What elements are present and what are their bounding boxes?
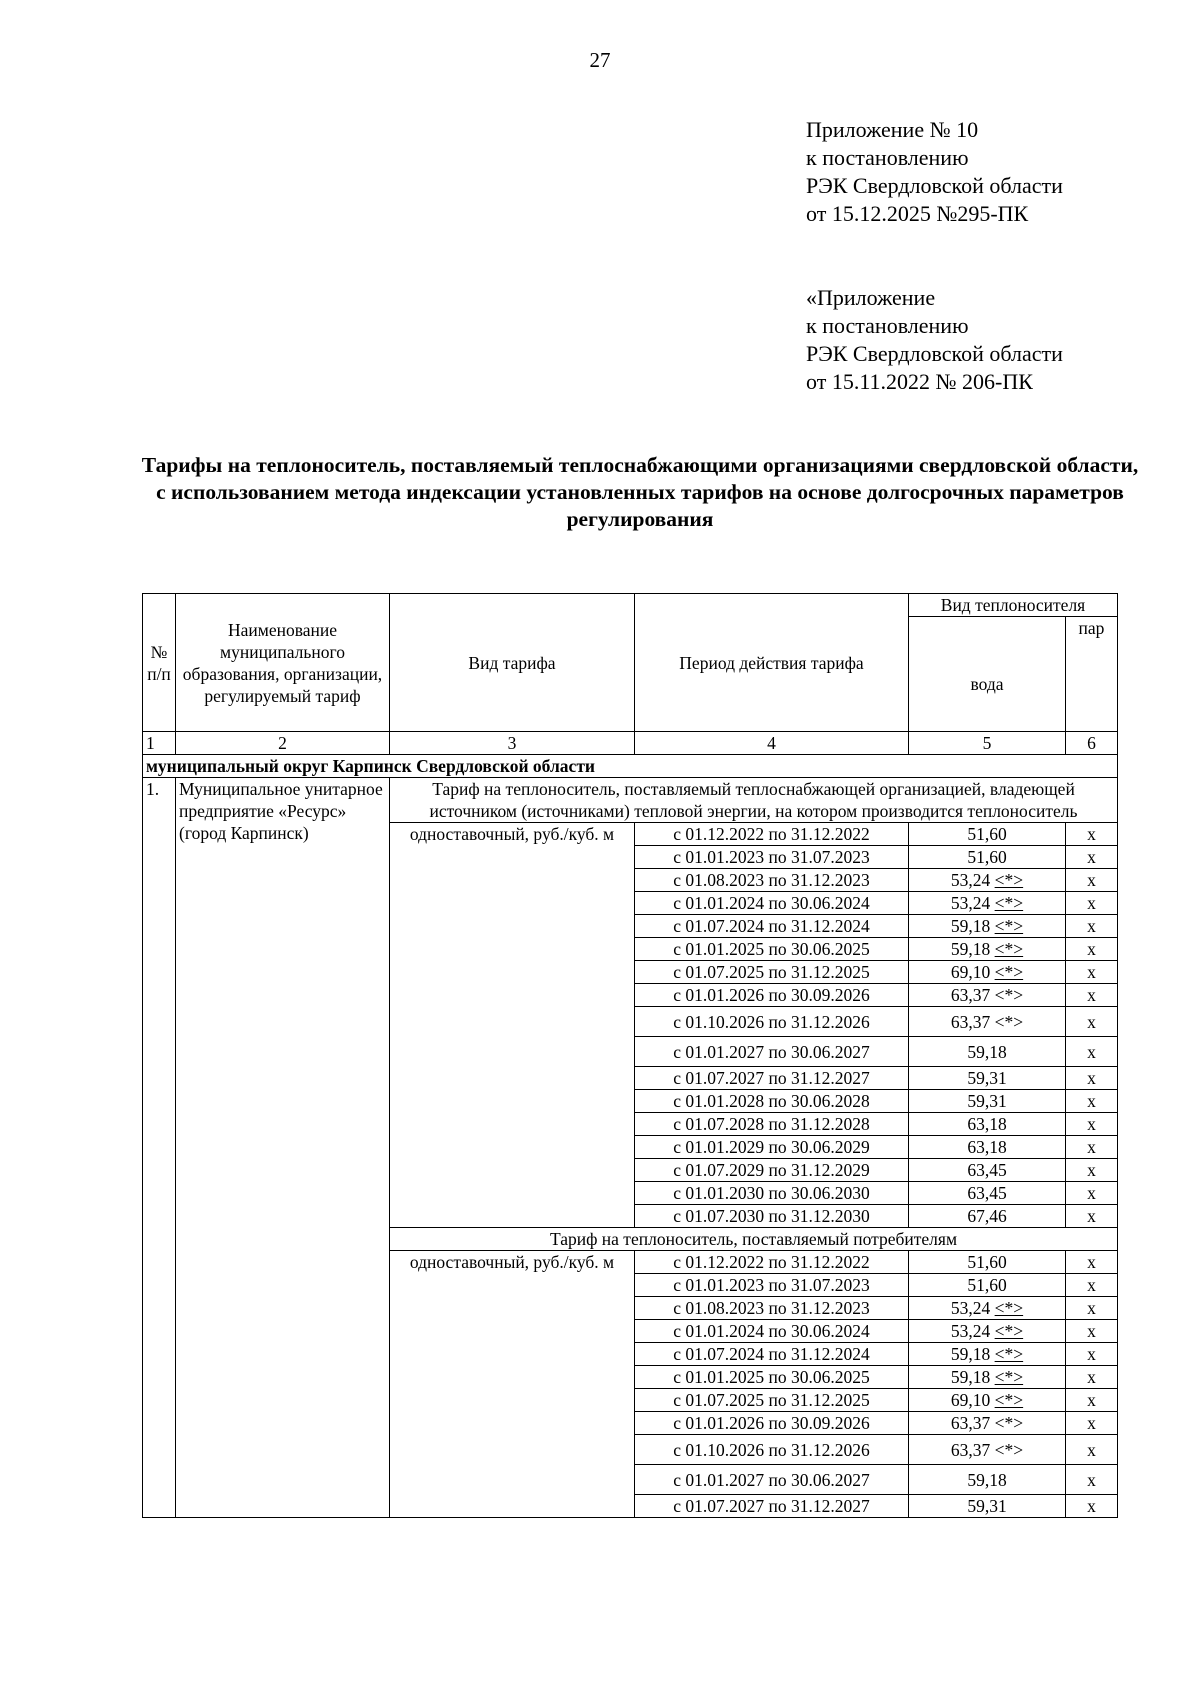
column-number: 2 [176, 732, 390, 755]
water-tariff-cell [909, 1037, 1066, 1067]
water-tariff-value: 59,18 [967, 1041, 1007, 1062]
steam-tariff-value: х [1066, 1465, 1118, 1495]
steam-tariff-value: х [1066, 1136, 1118, 1159]
steam-tariff-value: х [1066, 846, 1118, 869]
water-tariff-value: 63,18 [967, 1137, 1007, 1157]
steam-tariff-value: х [1066, 915, 1118, 938]
water-tariff-cell [909, 1274, 1066, 1297]
tariff-period: с 01.01.2029 по 30.06.2029 [635, 1136, 909, 1159]
water-tariff-value: 63,18 [967, 1114, 1007, 1134]
water-tariff-value: 59,31 [967, 1091, 1007, 1111]
water-tariff-cell [909, 961, 1066, 984]
steam-tariff-value: х [1066, 1495, 1118, 1518]
tariff-period: с 01.07.2029 по 31.12.2029 [635, 1159, 909, 1182]
water-tariff-cell [909, 1067, 1066, 1090]
steam-tariff-value: х [1066, 1067, 1118, 1090]
tariff-period: с 01.10.2026 по 31.12.2026 [635, 1007, 909, 1037]
footnote-link[interactable]: <*> [994, 916, 1024, 936]
footnote-link[interactable]: <*> [994, 870, 1024, 890]
tariff-period: с 01.07.2024 по 31.12.2024 [635, 915, 909, 938]
steam-tariff-value: х [1066, 1037, 1118, 1067]
tariff-period: с 01.07.2028 по 31.12.2028 [635, 1113, 909, 1136]
tariff-period: с 01.07.2027 по 31.12.2027 [635, 1495, 909, 1518]
water-tariff-value: 59,18 [967, 1469, 1007, 1490]
appendix-line: к постановлению [806, 313, 969, 338]
section-title: Тариф на теплоноситель, поставляемый теплоснабжающей организацией, владеющей источником (источниками) тепловой энергии, на котором производится теплоноситель [390, 778, 1118, 823]
appendix-line: РЭК Свердловской области [806, 173, 1063, 198]
water-tariff-cell [909, 1465, 1066, 1495]
tariff-period: с 01.08.2023 по 31.12.2023 [635, 1297, 909, 1320]
org-name: Муниципальное унитарное предприятие «Ресурс» (город Карпинск) [176, 778, 390, 1518]
region-row [143, 755, 1118, 778]
steam-tariff-value: х [1066, 1366, 1118, 1389]
tariff-period: с 01.01.2030 по 30.06.2030 [635, 1182, 909, 1205]
tariff-period: с 01.07.2030 по 31.12.2030 [635, 1205, 909, 1228]
appendix-header [806, 116, 1063, 228]
water-tariff-cell [909, 1182, 1066, 1205]
water-tariff-cell [909, 1113, 1066, 1136]
org-number: 1. [143, 778, 176, 1518]
appendix-line: «Приложение [806, 285, 936, 310]
footnote-link[interactable]: <*> [994, 893, 1024, 913]
water-tariff-value: 63,37 [950, 1413, 991, 1433]
water-tariff-value: 59,18 [950, 1367, 991, 1387]
section-title-row [143, 778, 1118, 823]
footnote-link[interactable]: <*> [994, 939, 1024, 959]
page-number: 27 [589, 48, 611, 72]
water-tariff-cell [909, 984, 1066, 1007]
tariff-period: с 01.07.2025 по 31.12.2025 [635, 1389, 909, 1412]
water-tariff-value: 59,18 [950, 1344, 991, 1364]
header-name: Наименование муниципального образования, организации, регулируемый тариф [176, 594, 390, 732]
steam-tariff-value: х [1066, 892, 1118, 915]
water-tariff-value: 67,46 [967, 1206, 1007, 1226]
tariff-period: с 01.10.2026 по 31.12.2026 [635, 1435, 909, 1465]
tariff-period: с 01.01.2027 по 30.06.2027 [635, 1037, 909, 1067]
tariff-period: с 01.07.2025 по 31.12.2025 [635, 961, 909, 984]
water-tariff-value: 59,18 [950, 939, 991, 959]
tariff-period: с 01.07.2024 по 31.12.2024 [635, 1343, 909, 1366]
water-tariff-cell [909, 823, 1066, 846]
steam-tariff-value: х [1066, 1274, 1118, 1297]
steam-tariff-value: х [1066, 1159, 1118, 1182]
water-tariff-value: 59,31 [967, 1496, 1007, 1516]
tariff-period: с 01.01.2023 по 31.07.2023 [635, 846, 909, 869]
header-row [143, 594, 1118, 617]
tariff-type: одноставочный, руб./куб. м [390, 1251, 635, 1518]
water-tariff-value: 53,24 [950, 1298, 991, 1318]
water-tariff-value: 63,37 [950, 985, 991, 1005]
header-water: вода [909, 617, 1066, 732]
water-tariff-cell [909, 1136, 1066, 1159]
steam-tariff-value: х [1066, 961, 1118, 984]
water-tariff-cell [909, 1320, 1066, 1343]
water-tariff-cell [909, 1412, 1066, 1435]
water-tariff-value: 63,37 [950, 1439, 991, 1460]
water-tariff-value: 63,45 [967, 1160, 1007, 1180]
appendix-line: РЭК Свердловской области [806, 341, 1063, 366]
steam-tariff-value: х [1066, 1320, 1118, 1343]
water-tariff-cell [909, 1205, 1066, 1228]
steam-tariff-value: х [1066, 938, 1118, 961]
tariff-period: с 01.08.2023 по 31.12.2023 [635, 869, 909, 892]
water-tariff-value: 53,24 [950, 1321, 991, 1341]
header-carrier: Вид теплоносителя [909, 594, 1118, 617]
water-tariff-cell [909, 846, 1066, 869]
appendix-line: к постановлению [806, 145, 969, 170]
tariff-period: с 01.01.2023 по 31.07.2023 [635, 1274, 909, 1297]
steam-tariff-value: х [1066, 823, 1118, 846]
water-tariff-cell [909, 938, 1066, 961]
water-tariff-value: 59,18 [950, 916, 991, 936]
column-numbers-row [143, 732, 1118, 755]
water-tariff-cell [909, 1495, 1066, 1518]
tariff-period: с 01.01.2025 по 30.06.2025 [635, 1366, 909, 1389]
footnote-link: <*> [994, 1439, 1024, 1460]
header-tariff-type: Вид тарифа [390, 594, 635, 732]
header-num: № п/п [143, 594, 176, 732]
water-tariff-cell [909, 1366, 1066, 1389]
water-tariff-cell [909, 892, 1066, 915]
tariff-period: с 01.01.2025 по 30.06.2025 [635, 938, 909, 961]
water-tariff-cell [909, 1435, 1066, 1465]
steam-tariff-value: х [1066, 1297, 1118, 1320]
water-tariff-cell [909, 1297, 1066, 1320]
tariff-period: с 01.01.2028 по 30.06.2028 [635, 1090, 909, 1113]
tariff-period: с 01.07.2027 по 31.12.2027 [635, 1067, 909, 1090]
footnote-link: <*> [994, 985, 1024, 1005]
steam-tariff-value: х [1066, 1090, 1118, 1113]
column-number: 4 [635, 732, 909, 755]
footnote-link[interactable]: <*> [994, 1390, 1024, 1410]
tariff-period: с 01.01.2026 по 30.09.2026 [635, 984, 909, 1007]
tariff-type: одноставочный, руб./куб. м [390, 823, 635, 1228]
region-name: муниципальный округ Карпинск Свердловской области [143, 755, 1118, 778]
footnote-link[interactable]: <*> [994, 962, 1024, 982]
water-tariff-value: 51,60 [967, 847, 1007, 867]
steam-tariff-value: х [1066, 1113, 1118, 1136]
water-tariff-value: 51,60 [967, 1275, 1007, 1295]
steam-tariff-value: х [1066, 1343, 1118, 1366]
steam-tariff-value: х [1066, 1205, 1118, 1228]
original-appendix-header [806, 284, 1063, 396]
column-number: 3 [390, 732, 635, 755]
steam-tariff-value: х [1066, 984, 1118, 1007]
appendix-line: Приложение № 10 [806, 117, 979, 142]
section-title: Тариф на теплоноситель, поставляемый потребителям [390, 1228, 1118, 1251]
steam-tariff-value: х [1066, 1007, 1118, 1037]
column-number: 6 [1066, 732, 1118, 755]
footnote-link: <*> [994, 1413, 1024, 1433]
footnote-link[interactable]: <*> [994, 1367, 1024, 1387]
water-tariff-cell [909, 1007, 1066, 1037]
water-tariff-value: 53,24 [950, 893, 991, 913]
water-tariff-cell [909, 1159, 1066, 1182]
steam-tariff-value: х [1066, 1435, 1118, 1465]
footnote-link[interactable]: <*> [994, 1344, 1024, 1364]
water-tariff-cell [909, 1090, 1066, 1113]
water-tariff-value: 69,10 [950, 962, 991, 982]
column-number: 1 [143, 732, 176, 755]
water-tariff-value: 51,60 [967, 824, 1007, 844]
water-tariff-value: 51,60 [967, 1252, 1007, 1272]
steam-tariff-value: х [1066, 869, 1118, 892]
water-tariff-cell [909, 1343, 1066, 1366]
water-tariff-value: 69,10 [950, 1390, 991, 1410]
appendix-line: от 15.12.2025 №295-ПК [806, 201, 1029, 226]
water-tariff-value: 63,37 [950, 1011, 991, 1032]
column-number: 5 [909, 732, 1066, 755]
tariff-period: с 01.01.2024 по 30.06.2024 [635, 1320, 909, 1343]
footnote-link: <*> [994, 1011, 1024, 1032]
tariff-period: с 01.01.2024 по 30.06.2024 [635, 892, 909, 915]
water-tariff-value: 53,24 [950, 870, 991, 890]
water-tariff-value: 59,31 [967, 1068, 1007, 1088]
footnote-link[interactable]: <*> [994, 1298, 1024, 1318]
steam-tariff-value: х [1066, 1182, 1118, 1205]
steam-tariff-value: х [1066, 1251, 1118, 1274]
appendix-line: от 15.11.2022 № 206-ПК [806, 369, 1033, 394]
tariff-period: с 01.01.2027 по 30.06.2027 [635, 1465, 909, 1495]
tariff-table [142, 593, 1118, 1518]
tariff-period: с 01.12.2022 по 31.12.2022 [635, 1251, 909, 1274]
tariff-period: с 01.01.2026 по 30.09.2026 [635, 1412, 909, 1435]
water-tariff-cell [909, 1389, 1066, 1412]
steam-tariff-value: х [1066, 1389, 1118, 1412]
footnote-link[interactable]: <*> [994, 1321, 1024, 1341]
tariff-period: с 01.12.2022 по 31.12.2022 [635, 823, 909, 846]
water-tariff-value: 63,45 [967, 1183, 1007, 1203]
document-title: Тарифы на теплоноситель, поставляемый теплоснабжающими организациями свердловской области, с использованием метода индексации установленных тарифов на основе долгосрочных параметров регулирования [141, 453, 1139, 531]
steam-tariff-value: х [1066, 1412, 1118, 1435]
header-steam: пар [1066, 617, 1118, 732]
water-tariff-cell [909, 1251, 1066, 1274]
header-period: Период действия тарифа [635, 594, 909, 732]
water-tariff-cell [909, 915, 1066, 938]
water-tariff-cell [909, 869, 1066, 892]
